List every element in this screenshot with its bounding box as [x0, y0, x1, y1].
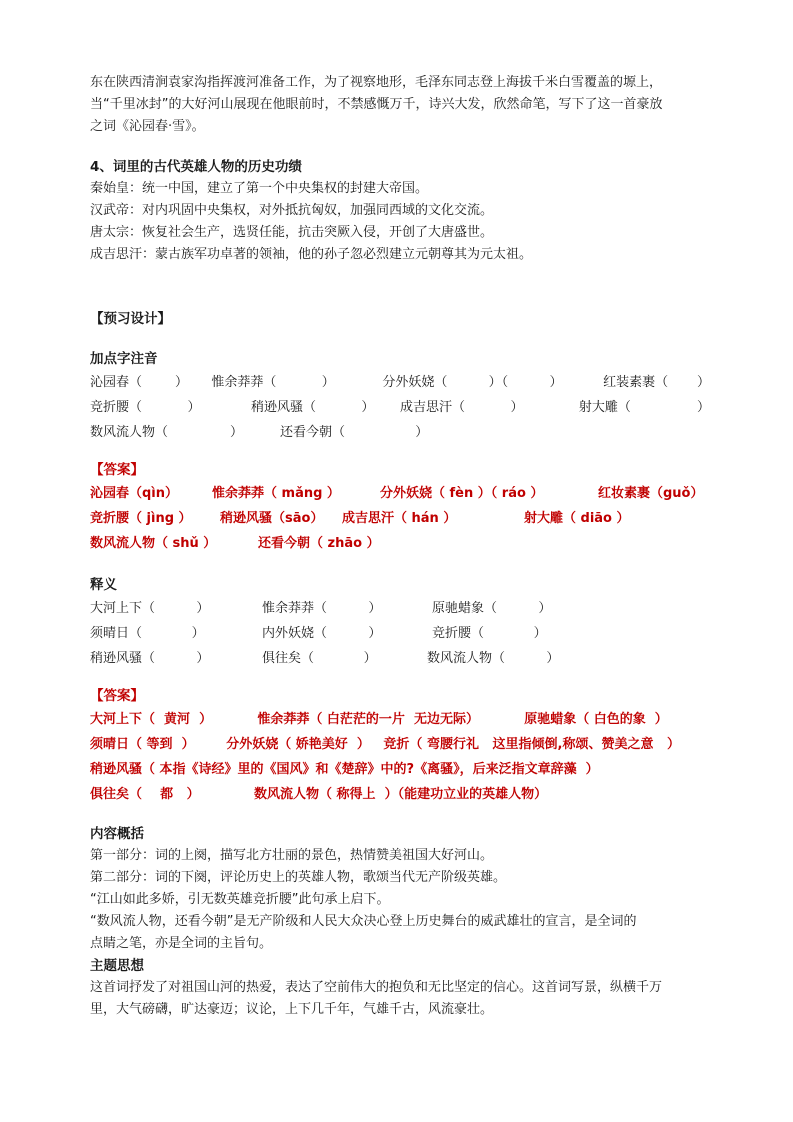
meaning-answer-label: 【答案】	[90, 688, 144, 704]
pinyin-cell: 惟余莽莽（ ）	[211, 375, 335, 390]
theme-line: 里，大气磅礴，旷达豪迈；议论，上下几千年，气雄千古，风流豪壮。	[90, 1002, 494, 1017]
hero-item: 唐太宗：恢复社会生产，选贤任能，抗击突厥入侵，开创了大唐盛世。	[90, 225, 494, 240]
pinyin-cell: 射大雕（ ）	[578, 400, 710, 415]
hero-item: 秦始皇：统一中国，建立了第一个中央集权的封建大帝国。	[90, 181, 429, 196]
meaning-answer-line: 须晴日（ 等到 ） 分外妖娆（ 娇艳美好 ） 竞折（ 弯腰行礼 这里指倾倒,称颂、赞美之意 ）	[90, 737, 681, 752]
summary-line: 第二部分：词的下阕，评论历史上的英雄人物，歌颂当代无产阶级英雄。	[90, 870, 507, 885]
heroes-heading: 4、词里的古代英雄人物的历史功绩	[90, 159, 302, 175]
summary-heading: 内容概括	[90, 826, 144, 842]
pinyin-answer-cell: 分外妖娆（ fèn ）（ ráo ）	[380, 486, 544, 501]
pinyin-row	[90, 395, 710, 420]
pinyin-answer-cell: 竞折腰（ jìng ）	[90, 511, 192, 526]
meaning-cell: 俱往矣（ ）	[262, 651, 377, 666]
pinyin-answer-cell: 还看今朝（ zhāo ）	[258, 536, 380, 551]
meaning-cell: 内外妖娆（ ）	[262, 626, 382, 641]
theme-line: 这首词抒发了对祖国山河的热爱，表达了空前伟大的抱负和无比坚定的信心。这首词写景，纵横千万	[90, 980, 663, 995]
intro-paragraph	[90, 72, 710, 138]
pinyin-heading: 加点字注音	[90, 351, 158, 367]
pinyin-answer-cell: 红妆素裹（guǒ）	[598, 486, 704, 501]
heroes-section	[90, 156, 710, 266]
pinyin-cell: 数风流人物（ ）	[90, 425, 243, 440]
summary-line: “数风流人物，还看今朝”是无产阶级和人民大众决心登上历史舞台的威武雄壮的宣言，是全词的	[90, 914, 637, 929]
hero-item: 汉武帝：对内巩固中央集权，对外抵抗匈奴，加强同西域的文化交流。	[90, 203, 494, 218]
meaning-cell: 须晴日（ ）	[90, 626, 205, 641]
summary-section	[90, 823, 710, 955]
pinyin-answer-row	[90, 481, 710, 506]
pinyin-answer-label: 【答案】	[90, 462, 144, 478]
pinyin-answer-row	[90, 531, 710, 556]
pinyin-answer-cell: 惟余莽莽（ mǎng ）	[212, 486, 340, 501]
pinyin-cell: 竞折腰（ ）	[90, 400, 201, 415]
pinyin-cell: 沁园春（ ）	[90, 375, 189, 390]
hero-item: 成吉思汗：蒙古族军功卓著的领袖，他的孙子忽必烈建立元朝尊其为元太祖。	[90, 247, 533, 262]
preview-title: 【预习设计】	[90, 311, 171, 327]
pinyin-row	[90, 370, 710, 395]
meaning-answer-line: 大河上下（ 黄河 ） 惟余莽莽（ 白茫茫的一片 无边无际） 原驰蜡象（ 白色的象 ）	[90, 712, 668, 727]
pinyin-cell: 稍逊风骚（ ）	[250, 400, 375, 415]
pinyin-answer-cell: 沁园春（qìn）	[90, 486, 179, 501]
pinyin-cell: 成吉思汗（ ）	[400, 400, 524, 415]
meaning-heading: 释义	[90, 577, 117, 593]
intro-line: 之词《沁园春·雪》。	[90, 119, 205, 134]
meaning-answer-line: 稍逊风骚（ 本指《诗经》里的《国风》和《楚辞》中的?《离骚》，后来泛指文章辞藻 ）	[90, 762, 599, 777]
meaning-cell: 惟余莽莽（ ）	[262, 601, 382, 616]
document-page	[90, 72, 710, 1021]
pinyin-answer-row	[90, 506, 710, 531]
theme-heading: 主题思想	[90, 958, 144, 974]
theme-section	[90, 955, 710, 1021]
meaning-cell: 大河上下（ ）	[90, 601, 210, 616]
pinyin-row	[90, 420, 710, 445]
intro-line: 当“千里冰封”的大好河山展现在他眼前时，不禁感慨万千，诗兴大发，欣然命笔，写下了这一首豪放	[90, 97, 663, 112]
summary-line: “江山如此多娇，引无数英雄竞折腰”此句承上启下。	[90, 892, 390, 907]
pinyin-answer-cell: 成吉思汗（ hán ）	[342, 511, 457, 526]
pinyin-section	[90, 348, 710, 556]
meaning-cell: 稍逊风骚（ ）	[90, 651, 210, 666]
pinyin-answer-cell: 稍逊风骚（sāo）	[220, 511, 324, 526]
meaning-row	[90, 621, 710, 646]
meaning-row	[90, 596, 710, 621]
pinyin-answer-cell: 射大雕（ diāo ）	[524, 511, 630, 526]
pinyin-cell: 分外妖娆（ ）（ ）	[382, 375, 563, 390]
meaning-row	[90, 646, 710, 671]
summary-line: 点睛之笔，亦是全词的主旨句。	[90, 936, 273, 951]
meaning-answer-line: 俱往矣（ 都 ） 数风流人物（ 称得上 ）（能建功立业的英雄人物）	[90, 787, 548, 802]
pinyin-cell: 还看今朝（ ）	[280, 425, 429, 440]
meaning-cell: 原驰蜡象（ ）	[432, 601, 552, 616]
summary-line: 第一部分：词的上阕，描写北方壮丽的景色，热情赞美祖国大好河山。	[90, 848, 494, 863]
pinyin-cell: 红装素裹（ ）	[603, 375, 710, 390]
meaning-cell: 数风流人物（ ）	[427, 651, 560, 666]
intro-line: 东在陕西清涧袁家沟指挥渡河准备工作，为了视察地形，毛泽东同志登上海拔千米白雪覆盖的塬上，	[90, 75, 663, 90]
pinyin-answer-cell: 数风流人物（ shǔ ）	[90, 536, 217, 551]
meaning-cell: 竞折腰（ ）	[432, 626, 547, 641]
meaning-section	[90, 574, 710, 807]
